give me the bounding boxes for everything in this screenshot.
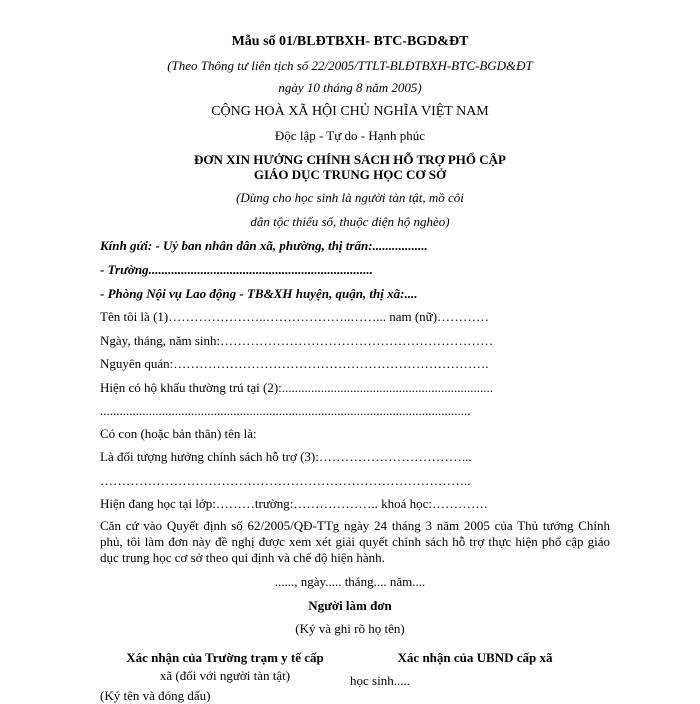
confirm-commune-committee [360,649,590,667]
field-residence: Hiện có hộ khẩu thường trú tại (2):................................................................. [100,380,494,395]
circular-date: ngày 10 tháng 8 năm 2005) [278,80,422,95]
confirm-health-station-note: (Ký tên và đóng dấu) [100,688,211,703]
date-line: ......, ngày..... tháng.... năm.... [274,574,426,589]
document-title-line2: GIÁO DỤC TRUNG HỌC CƠ SỞ [253,167,447,182]
country-name: CỘNG HOÀ XÃ HỘI CHỦ NGHĨA VIỆT NAM [211,104,489,119]
recipient-line3: - Phòng Nội vụ Lao động - TB&XH huyện, quận, thị xã:.... [100,286,418,301]
recipient-line1: Kính gửi: - Uỷ ban nhân dân xã, phường, thị trấn:................. [100,238,428,253]
field-class-school: Hiện đang học tại lớp:………trường:……………….. khoá học:…………. [100,496,488,511]
form-code: Mẫu số 01/BLĐTBXH- BTC-BGD&ĐT [231,34,469,49]
field-origin: Nguyên quán:………………………………………………………………. [100,356,489,371]
field-beneficiary-type: Là đối tượng hưởng chính sách hỗ trợ (3):……………………………... [100,449,472,464]
subtitle-line1: (Dùng cho học sinh là người tàn tật, mồ côi [236,190,464,205]
recipient-line2: - Trường..................................................................... [100,262,373,277]
field-date-of-birth: Ngày, tháng, năm sinh:……………………………………………………… [100,333,494,348]
confirm-commune-subject: học sinh..... [350,673,410,688]
field-residence-continued: .................................................................................................................. [100,403,471,418]
confirm-health-station-title: Xác nhận của Trường trạm y tế cấp [126,650,324,665]
document-title-line1: ĐƠN XIN HƯỞNG CHÍNH SÁCH HỖ TRỢ PHỔ CẬP [193,152,506,167]
confirm-health-station-scope: xã (đối với người tàn tật) [159,668,291,683]
confirm-commune-title: Xác nhận của UBND cấp xã [397,650,553,665]
field-name: Tên tôi là (1)…………………..………………..……... nam (nữ)………… [100,309,490,324]
applicant-signature-note: (Ký và ghi rõ họ tên) [295,621,405,636]
subtitle-line2: dân tộc thiểu số, thuộc diện hộ nghèo) [250,214,450,229]
field-child-name: Có con (hoặc bản thân) tên là: [100,426,257,441]
field-beneficiary-continued: ………………………………………………………………………….. [100,473,471,488]
national-motto: Độc lập - Tự do - Hạnh phúc [274,128,426,143]
confirm-health-station [100,649,350,685]
legal-basis-paragraph: Căn cứ vào Quyết định số 62/2005/QĐ-TTg ngày 24 tháng 3 năm 2005 của Thủ tướng Chính phủ, tôi làm đơn này đề nghị được xem xét giải quyết chính sách hỗ trợ thực hiện phổ cập giáo dục trung học cơ sở theo qui định và chế độ hiện hành. [100,518,610,565]
circular-reference: (Theo Thông tư liên tịch số 22/2005/TTLT-BLĐTBXH-BTC-BGD&ĐT [167,58,533,73]
applicant-title: Người làm đơn [308,598,392,613]
